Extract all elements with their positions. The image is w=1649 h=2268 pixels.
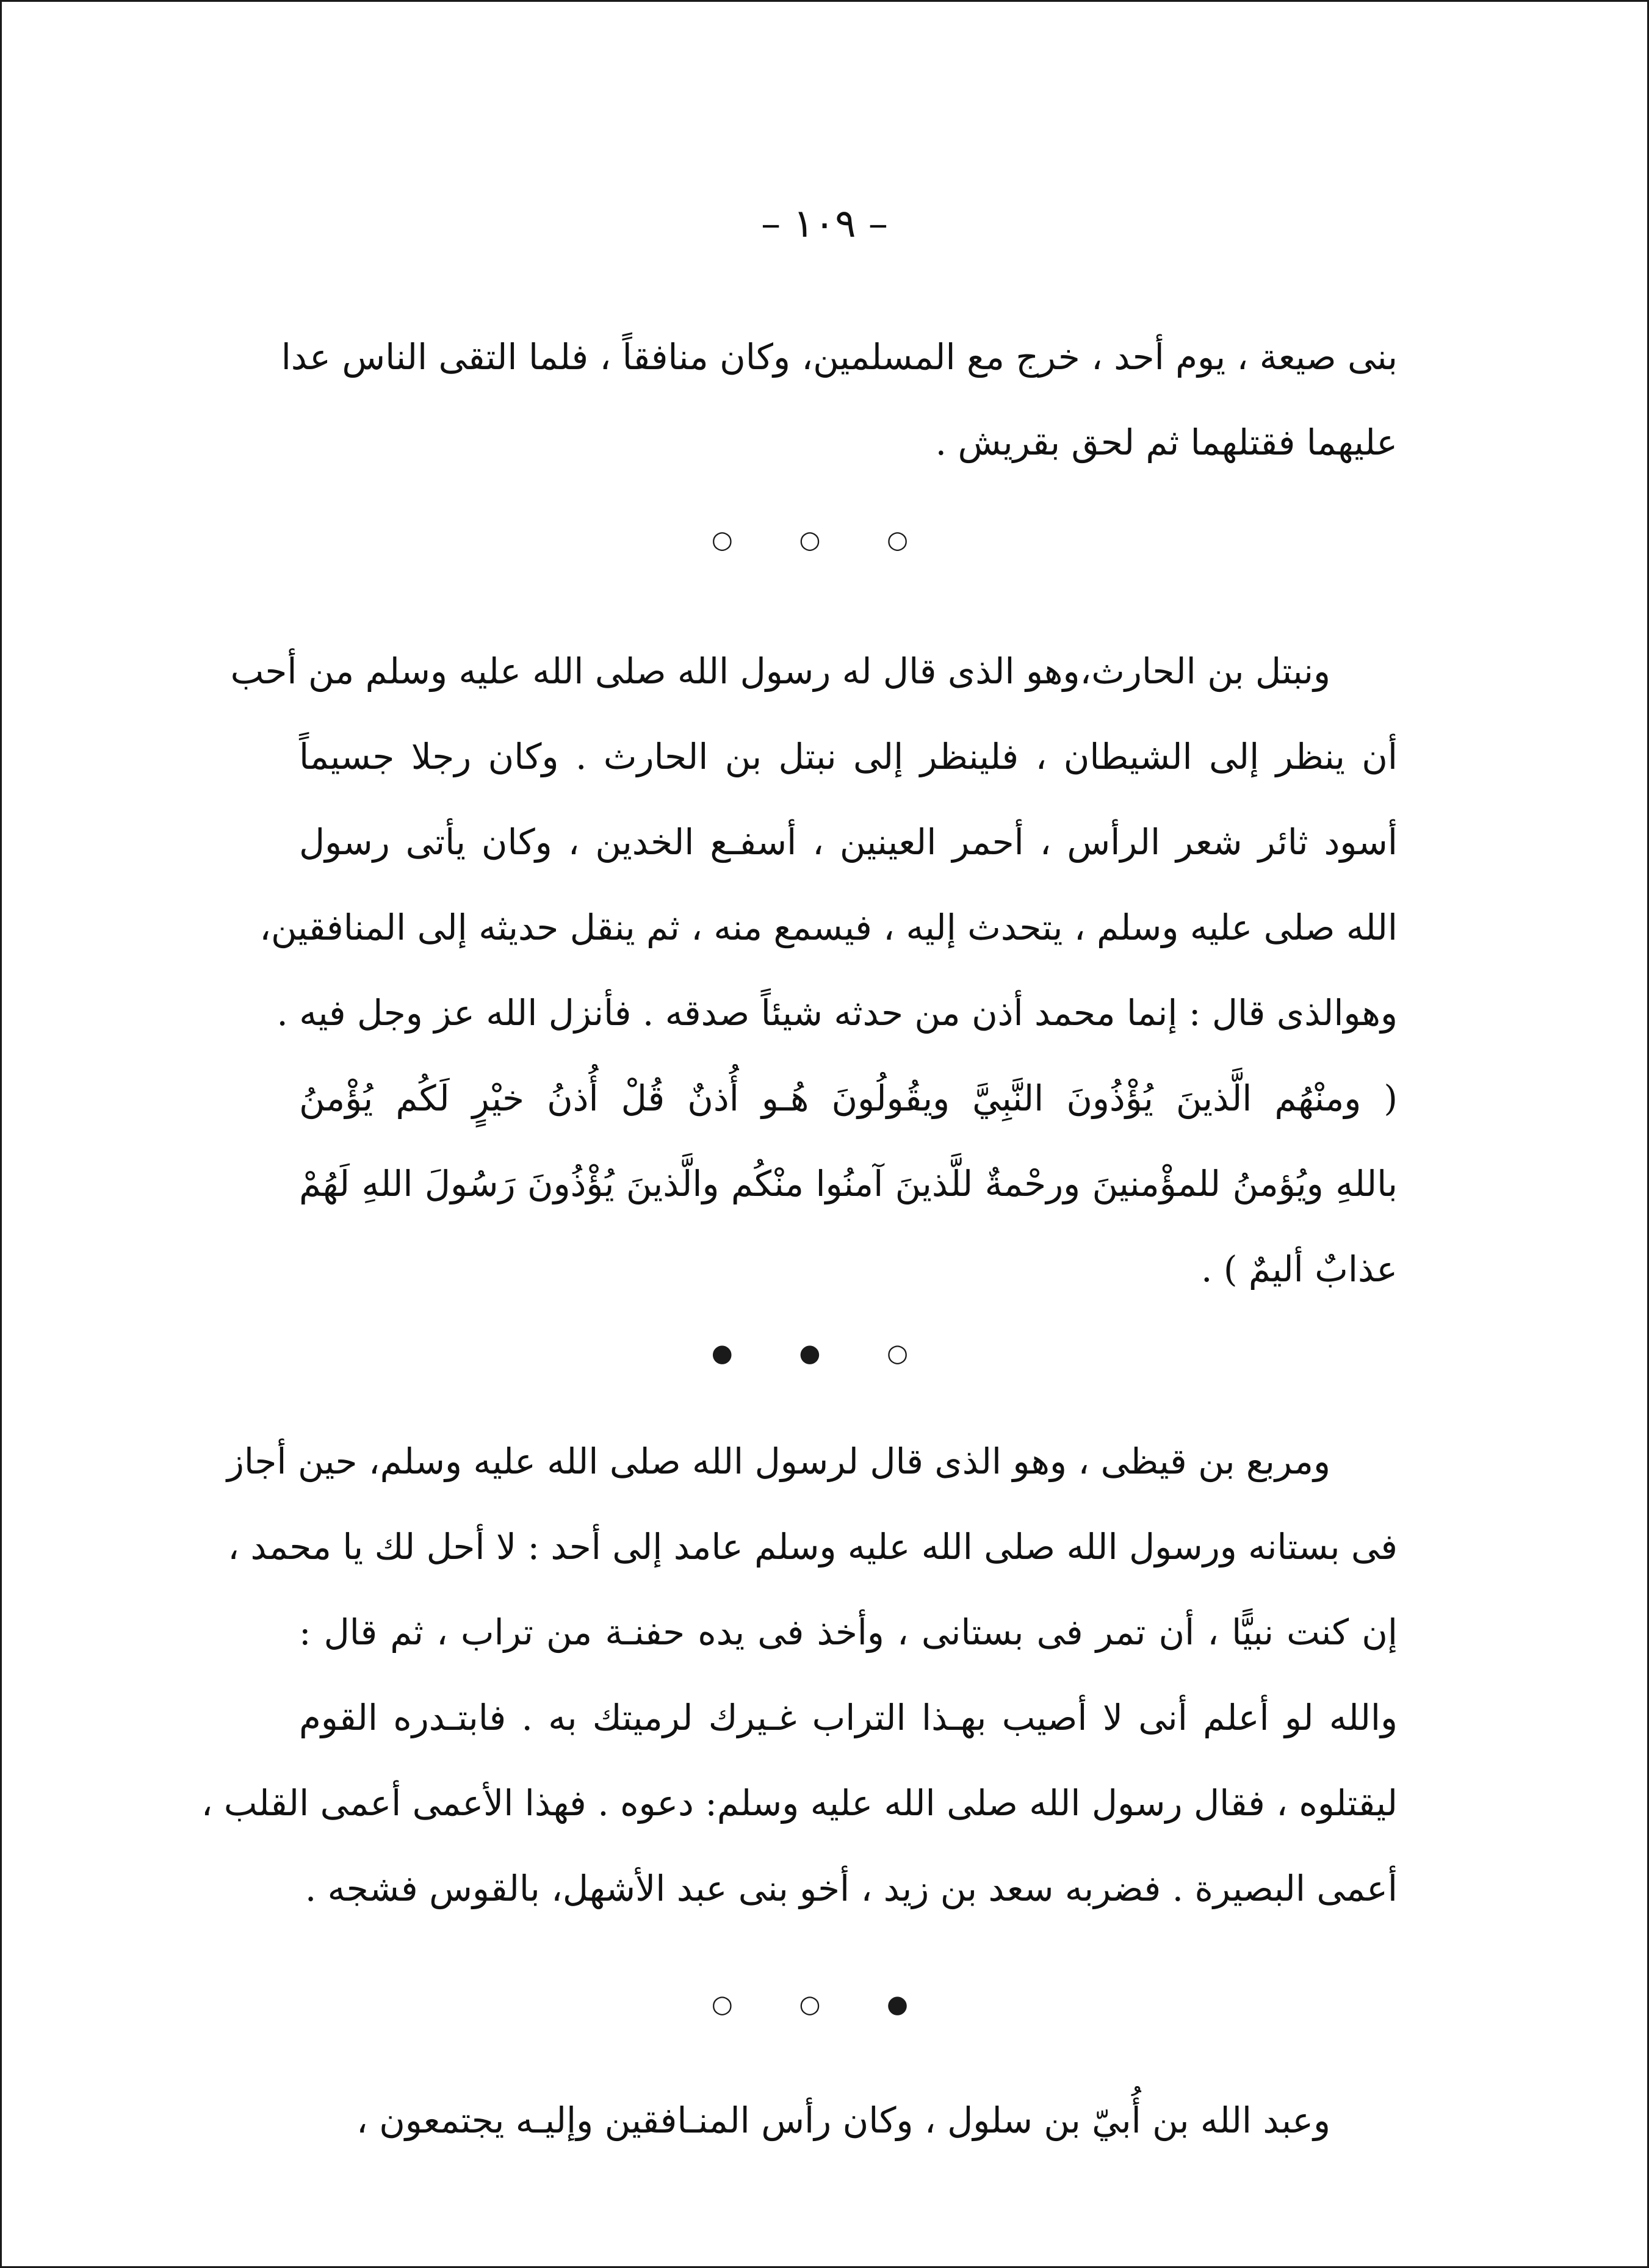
paragraph-line: ونبتل بن الحارث،وهو الذى قال له رسول الله صلى الله عليه وسلم من أحب [230, 650, 1330, 692]
quran-verse-line: عذابٌ أليمٌ ) . [1200, 1248, 1398, 1290]
paragraph-line: ومربع بن قيظى ، وهو الذى قال لرسول الله صلى الله عليه وسلم، حين أجاز [226, 1441, 1330, 1482]
section-separator: ○ ○ ● [711, 1990, 938, 2018]
paragraph-line: أن ينظر إلى الشيطان ، فلينظر إلى نبتل بن الحارث . وكان رجلا جسيماً [299, 736, 1398, 777]
paragraph-4 [299, 2078, 1398, 2163]
paragraph-2 [230, 628, 1398, 1312]
paragraph-line: أسود ثائر شعر الرأس ، أحمر العينين ، أسفـع الخدين ، وكان يأتى رسول [299, 821, 1398, 863]
quran-verse-line: باللهِ ويُؤمنُ للمؤْمنينَ ورحْمةٌ للَّذينَ آمنُوا منْكُم والَّذينَ يُؤْذُونَ رَسُولَ اللهِ لَهُمْ [299, 1163, 1398, 1204]
paragraph-line: وهوالذى قال : إنما محمد أذن من حدثه شيئاً صدقه . فأنزل الله عز وجل فيه . [276, 992, 1398, 1034]
paragraph-line: فى بستانه ورسول الله صلى الله عليه وسلم عامد إلى أحد : لا أحل لك يا محمد ، [228, 1526, 1398, 1568]
paragraph-line: والله لو أعلم أنى لا أصيب بهـذا التراب غـيرك لرميتك به . فابتـدره القوم [299, 1697, 1398, 1738]
paragraph-line: ليقتلوه ، فقال رسول الله صلى الله عليه وسلم: دعوه . فهذا الأعمى أعمى القلب ، [201, 1782, 1398, 1824]
paragraph-line: بنى صيعة ، يوم أحد ، خرج مع المسلمين، وكان منافقاً ، فلما التقى الناس عدا [281, 336, 1398, 378]
paragraph-line: الله صلى عليه وسلم ، يتحدث إليه ، فيسمع منه ، ثم ينقل حديثه إلى المنافقين، [259, 907, 1398, 948]
paragraph-1 [281, 314, 1398, 485]
paragraph-line: أعمى البصيرة . فضربه سعد بن زيد ، أخو بنى عبد الأشهل، بالقوس فشجه . [305, 1868, 1398, 1909]
paragraph-line: وعبد الله بن أُبيّ بن سلول ، وكان رأس المنـافقين وإليـه يجتمعون ، [356, 2100, 1330, 2141]
paragraph-line: إن كنت نبيًّا ، أن تمر فى بستانى ، وأخذ فى يده حفنـة من تراب ، ثم قال : [299, 1611, 1398, 1653]
paragraph-3 [201, 1419, 1398, 1931]
quran-verse-line: ( ومنْهُم الَّذينَ يُؤْذُونَ النَّبِيَّ ويقُولُونَ هُـو أُذنٌ قُلْ أُذنُ خيْرٍ لَكُم يُؤْمنُ [299, 1078, 1398, 1119]
page-number: – ١٠٩ – [761, 201, 888, 247]
paragraph-line: عليهما فقتلهما ثم لحق بقريش . [935, 422, 1398, 463]
section-separator: ○ ○ ○ [711, 526, 938, 554]
section-separator: ● ● ○ [711, 1339, 938, 1367]
